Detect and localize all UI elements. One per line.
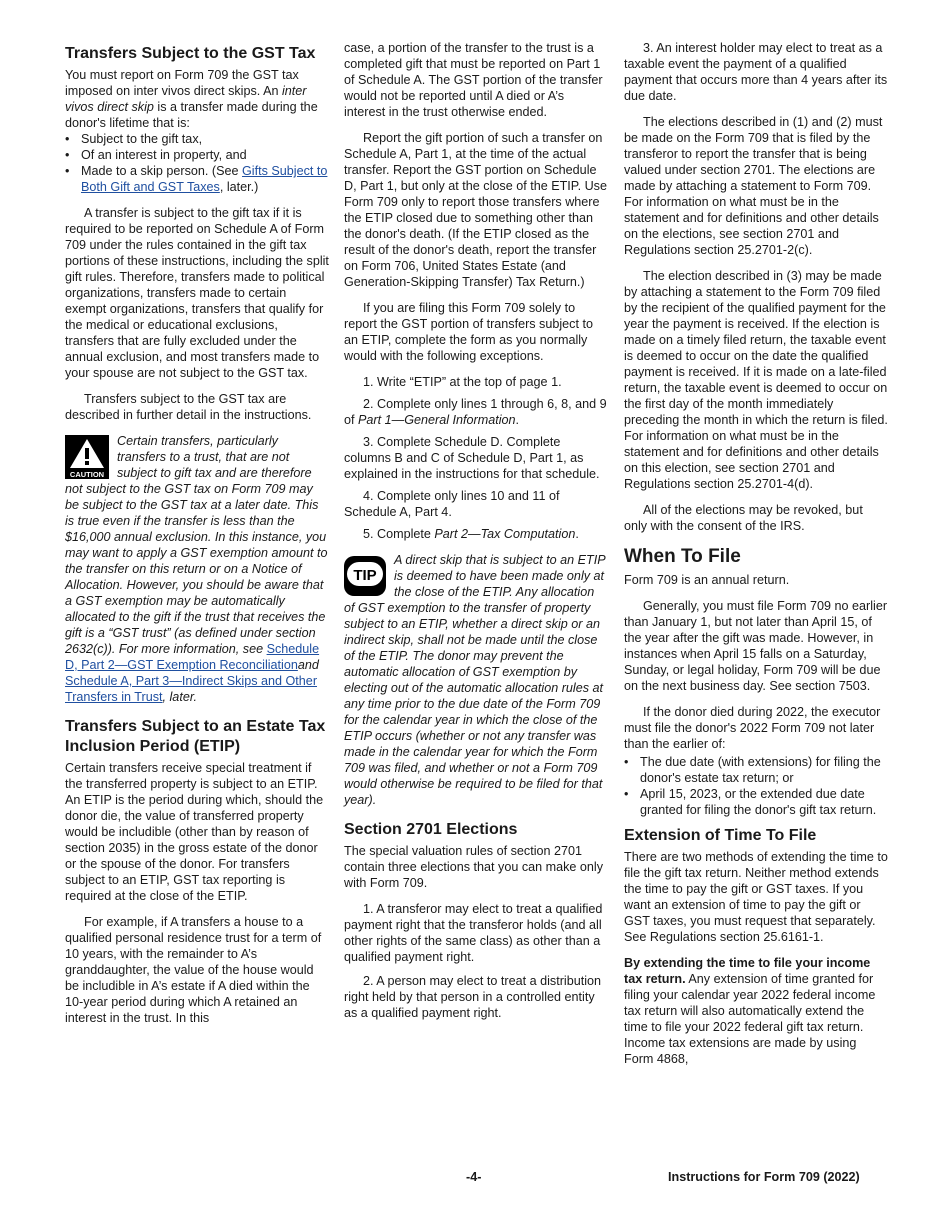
paragraph: If the donor died during 2022, the executor must file the donor's 2022 Form 709 not later than the earlier of: bbox=[624, 705, 881, 751]
svg-text:TIP: TIP bbox=[353, 567, 377, 584]
paragraph: The elections described in (1) and (2) must be made on the Form 709 that is filed by the transferor to report the transfer that is being valued under section 2701. The elections are made by attaching a statement to Form 709. For information on what must be in the statement and for definitions and other details on the elections, see section 2701 and Regulations section 25.2701-2(c). bbox=[624, 115, 883, 257]
heading-transfers-gst: Transfers Subject to the GST Tax bbox=[65, 45, 316, 62]
bullet-list bbox=[624, 754, 888, 818]
list-item: • April 15, 2023, or the extended due date granted for filing the donor's gift tax return. bbox=[624, 786, 888, 818]
list-item: 4. Complete only lines 10 and 11 of Schedule A, Part 4. bbox=[344, 489, 560, 519]
list-item: 2. A person may elect to treat a distribution right held by that person in a controlled entity as a qualified payment right. bbox=[344, 974, 602, 1020]
list-item: 5. Complete Part 2—Tax Computation. bbox=[363, 527, 579, 541]
paragraph: You must report on Form 709 the GST tax imposed on inter vivos direct skips. An inter vivos direct skip is a transfer made during the donor's lifetime that is: bbox=[65, 68, 318, 130]
paragraph: If you are filing this Form 709 solely to report the GST portion of transfers subject to an ETIP, complete the form as you normally would with the following exceptions. bbox=[344, 301, 593, 363]
list-item: 2. Complete only lines 1 through 6, 8, and 9 of Part 1—General Information. bbox=[344, 397, 607, 427]
paragraph: Report the gift portion of such a transfer on Schedule A, Part 1, at the time of the actual transfer. Report the GST portion on Schedule D, Part 1, but only at the close of the ETIP. Use Form 709 only to report those transfers where the ETIP closed due to something other than the donor's death. (If the ETIP closed as the result of the donor's death, report the transfer on Form 706, United States Estate (and Generation-Skipping Transfer) Tax Return.) bbox=[344, 131, 607, 289]
footer-title: Instructions for Form 709 (2022) bbox=[668, 1170, 860, 1184]
link-schedule-d-part-2[interactable]: Schedule D, Part 2—GST Exemption Reconciliation bbox=[65, 642, 320, 672]
list-item: • Subject to the gift tax, bbox=[65, 131, 329, 147]
paragraph: Transfers subject to the GST tax are described in further detail in the instructions. bbox=[65, 392, 312, 422]
paragraph: 3. An interest holder may elect to treat as a taxable event the payment of a qualified payment that occurs more than 4 years after its due date. bbox=[624, 41, 888, 103]
list-item: • Of an interest in property, and bbox=[65, 147, 329, 163]
tip-note: TIP A direct skip that is subject to an ETIP is deemed to have been made only at the close of the ETIP. Any allocation of GST exemption to the transfer of property subject to an ETIP, whether a direct skip or an indirect skip, shall not be made until the close of the ETIP. The donor may prevent the automatic allocation of GST exemption by electing out of the automatic allocation rules at any time prior to the due date of the Form 709 for the calendar year in which the close of the ETIP occurs (whether or not any transfer was made in the calendar year for which the Form 709 was filed, and whether or not a Form 709 would otherwise be required to be filed for that year). bbox=[344, 553, 606, 807]
page-number: -4- bbox=[466, 1170, 482, 1184]
paragraph: All of the elections may be revoked, but only with the consent of the IRS. bbox=[624, 503, 863, 533]
paragraph: For example, if A transfers a house to a qualified personal residence trust for a term of 10 years, with the remainder to A’s granddaughter, the value of the house would be includible in A’s estate if A died within the 10-year period during which A retained an interest in the trust. In this bbox=[65, 915, 322, 1025]
paragraph: Generally, you must file Form 709 no earlier than January 1, but not later than April 15, of the year after the gift was made. However, in instances when April 15 falls on a Saturday, Sunday, or legal holiday, Form 709 will be due on the next business day. See section 7503. bbox=[624, 599, 888, 693]
paragraph: Form 709 is an annual return. bbox=[624, 573, 790, 587]
svg-text:CAUTION: CAUTION bbox=[69, 470, 105, 479]
paragraph: The special valuation rules of section 2701 contain three elections that you can make only with Form 709. bbox=[344, 844, 604, 890]
caution-note: CAUTION Certain transfers, particularly transfers to a trust, that are not subject to gift tax and are therefore not subject to the GST tax on Form 709 may be subject to the GST tax at a later date. This is true even if the transfer is less than the $16,000 annual exclusion. In this instance, you may want to apply a GST exemption amount to the transfer on this return or on a Notice of Allocation. However, you should be aware that a GST exemption may be automatically allocated to the gift if the trust that receives the gift is a “GST trust” (as defined under section 2632(c)). For more information, see Schedule D, Part 2—GST Exemption Reconciliationand Schedule A, Part 3—Indirect Skips and Other Transfers in Trust, later. bbox=[65, 434, 328, 704]
heading-etip: Transfers Subject to an Estate Tax Inclusion Period (ETIP) bbox=[65, 718, 326, 755]
bullet-list bbox=[65, 131, 329, 195]
column-2 bbox=[344, 40, 608, 1027]
heading-when-to-file: When To File bbox=[624, 546, 741, 567]
heading-section-2701: Section 2701 Elections bbox=[344, 821, 518, 838]
paragraph: Certain transfers receive special treatment if the transferred property is subject to an ETIP. An ETIP is the period during which, should the donor die, the value of transferred property would be includible (other than by reason of section 2035) in the gross estate of the donor or the spouse of the donor. For transfers subject to an ETIP, GST tax reporting is required at the close of the ETIP. bbox=[65, 761, 324, 903]
list-item: • The due date (with extensions) for filing the donor's estate tax return; or bbox=[624, 754, 888, 786]
caution-icon bbox=[65, 435, 109, 479]
link-gifts-subject-to-both[interactable]: Gifts Subject to Both Gift and GST Taxes bbox=[81, 164, 328, 194]
list-item: 1. A transferor may elect to treat a qualified payment right that the transferor holds (and all other rights of the same class) as other than a qualified payment right. bbox=[344, 902, 603, 964]
list-item: 3. Complete Schedule D. Complete columns B and C of Schedule D, Part 1, as explained in the instructions for that schedule. bbox=[344, 435, 600, 481]
column-1 bbox=[65, 40, 329, 1036]
paragraph: The election described in (3) may be made by attaching a statement to the Form 709 filed by the recipient of the qualified payment for the year the payment is received. If the election is made on a timely filed return, the taxable event is deemed to occur on the date the qualified payment is received. If it is made on a late-filed return, the taxable event is deemed to occur on the first day of the month immediately preceding the month in which the return is filed. For information on what must be in the statement and for definitions and other details on this election, see section 2701 and Regulations section 25.2701-4(d). bbox=[624, 269, 888, 491]
paragraph: By extending the time to file your income tax return. Any extension of time granted for filing your calendar year 2022 federal income tax return will also automatically extend the time to file your 2022 federal gift tax return. Income tax extensions are made by using Form 4868, bbox=[624, 956, 876, 1066]
paragraph: A transfer is subject to the gift tax if it is required to be reported on Schedule A of Form 709 under the rules contained in the gift tax portions of these instructions, including the split gift rules. Therefore, transfers made to political organizations, transfers made to certain exempt organizations, transfers that qualify for the medical or educational exclusions, transfers that are fully excluded under the annual exclusion, and most transfers made to your spouse are not subject to the GST tax. bbox=[65, 206, 329, 380]
heading-extension: Extension of Time To File bbox=[624, 827, 817, 844]
tip-icon bbox=[344, 556, 386, 596]
list-item: • Made to a skip person. (See Gifts Subject to Both Gift and GST Taxes, later.) bbox=[65, 163, 329, 195]
column-3 bbox=[624, 40, 888, 1077]
paragraph: case, a portion of the transfer to the trust is a completed gift that must be reported on Part 1 of Schedule A. The GST portion of the transfer would not be reported until A died or A’s interest in the trust otherwise ended. bbox=[344, 41, 603, 119]
paragraph: There are two methods of extending the time to file the gift tax return. Neither method extends the time to pay the gift or GST taxes. If you want an extension of time to pay the gift or GST taxes, you must request that separately. See Regulations section 25.6161-1. bbox=[624, 850, 888, 944]
list-item: 1. Write “ETIP” at the top of page 1. bbox=[363, 375, 562, 389]
link-schedule-a-part-3[interactable]: Schedule A, Part 3—Indirect Skips and Other Transfers in Trust bbox=[65, 674, 318, 704]
